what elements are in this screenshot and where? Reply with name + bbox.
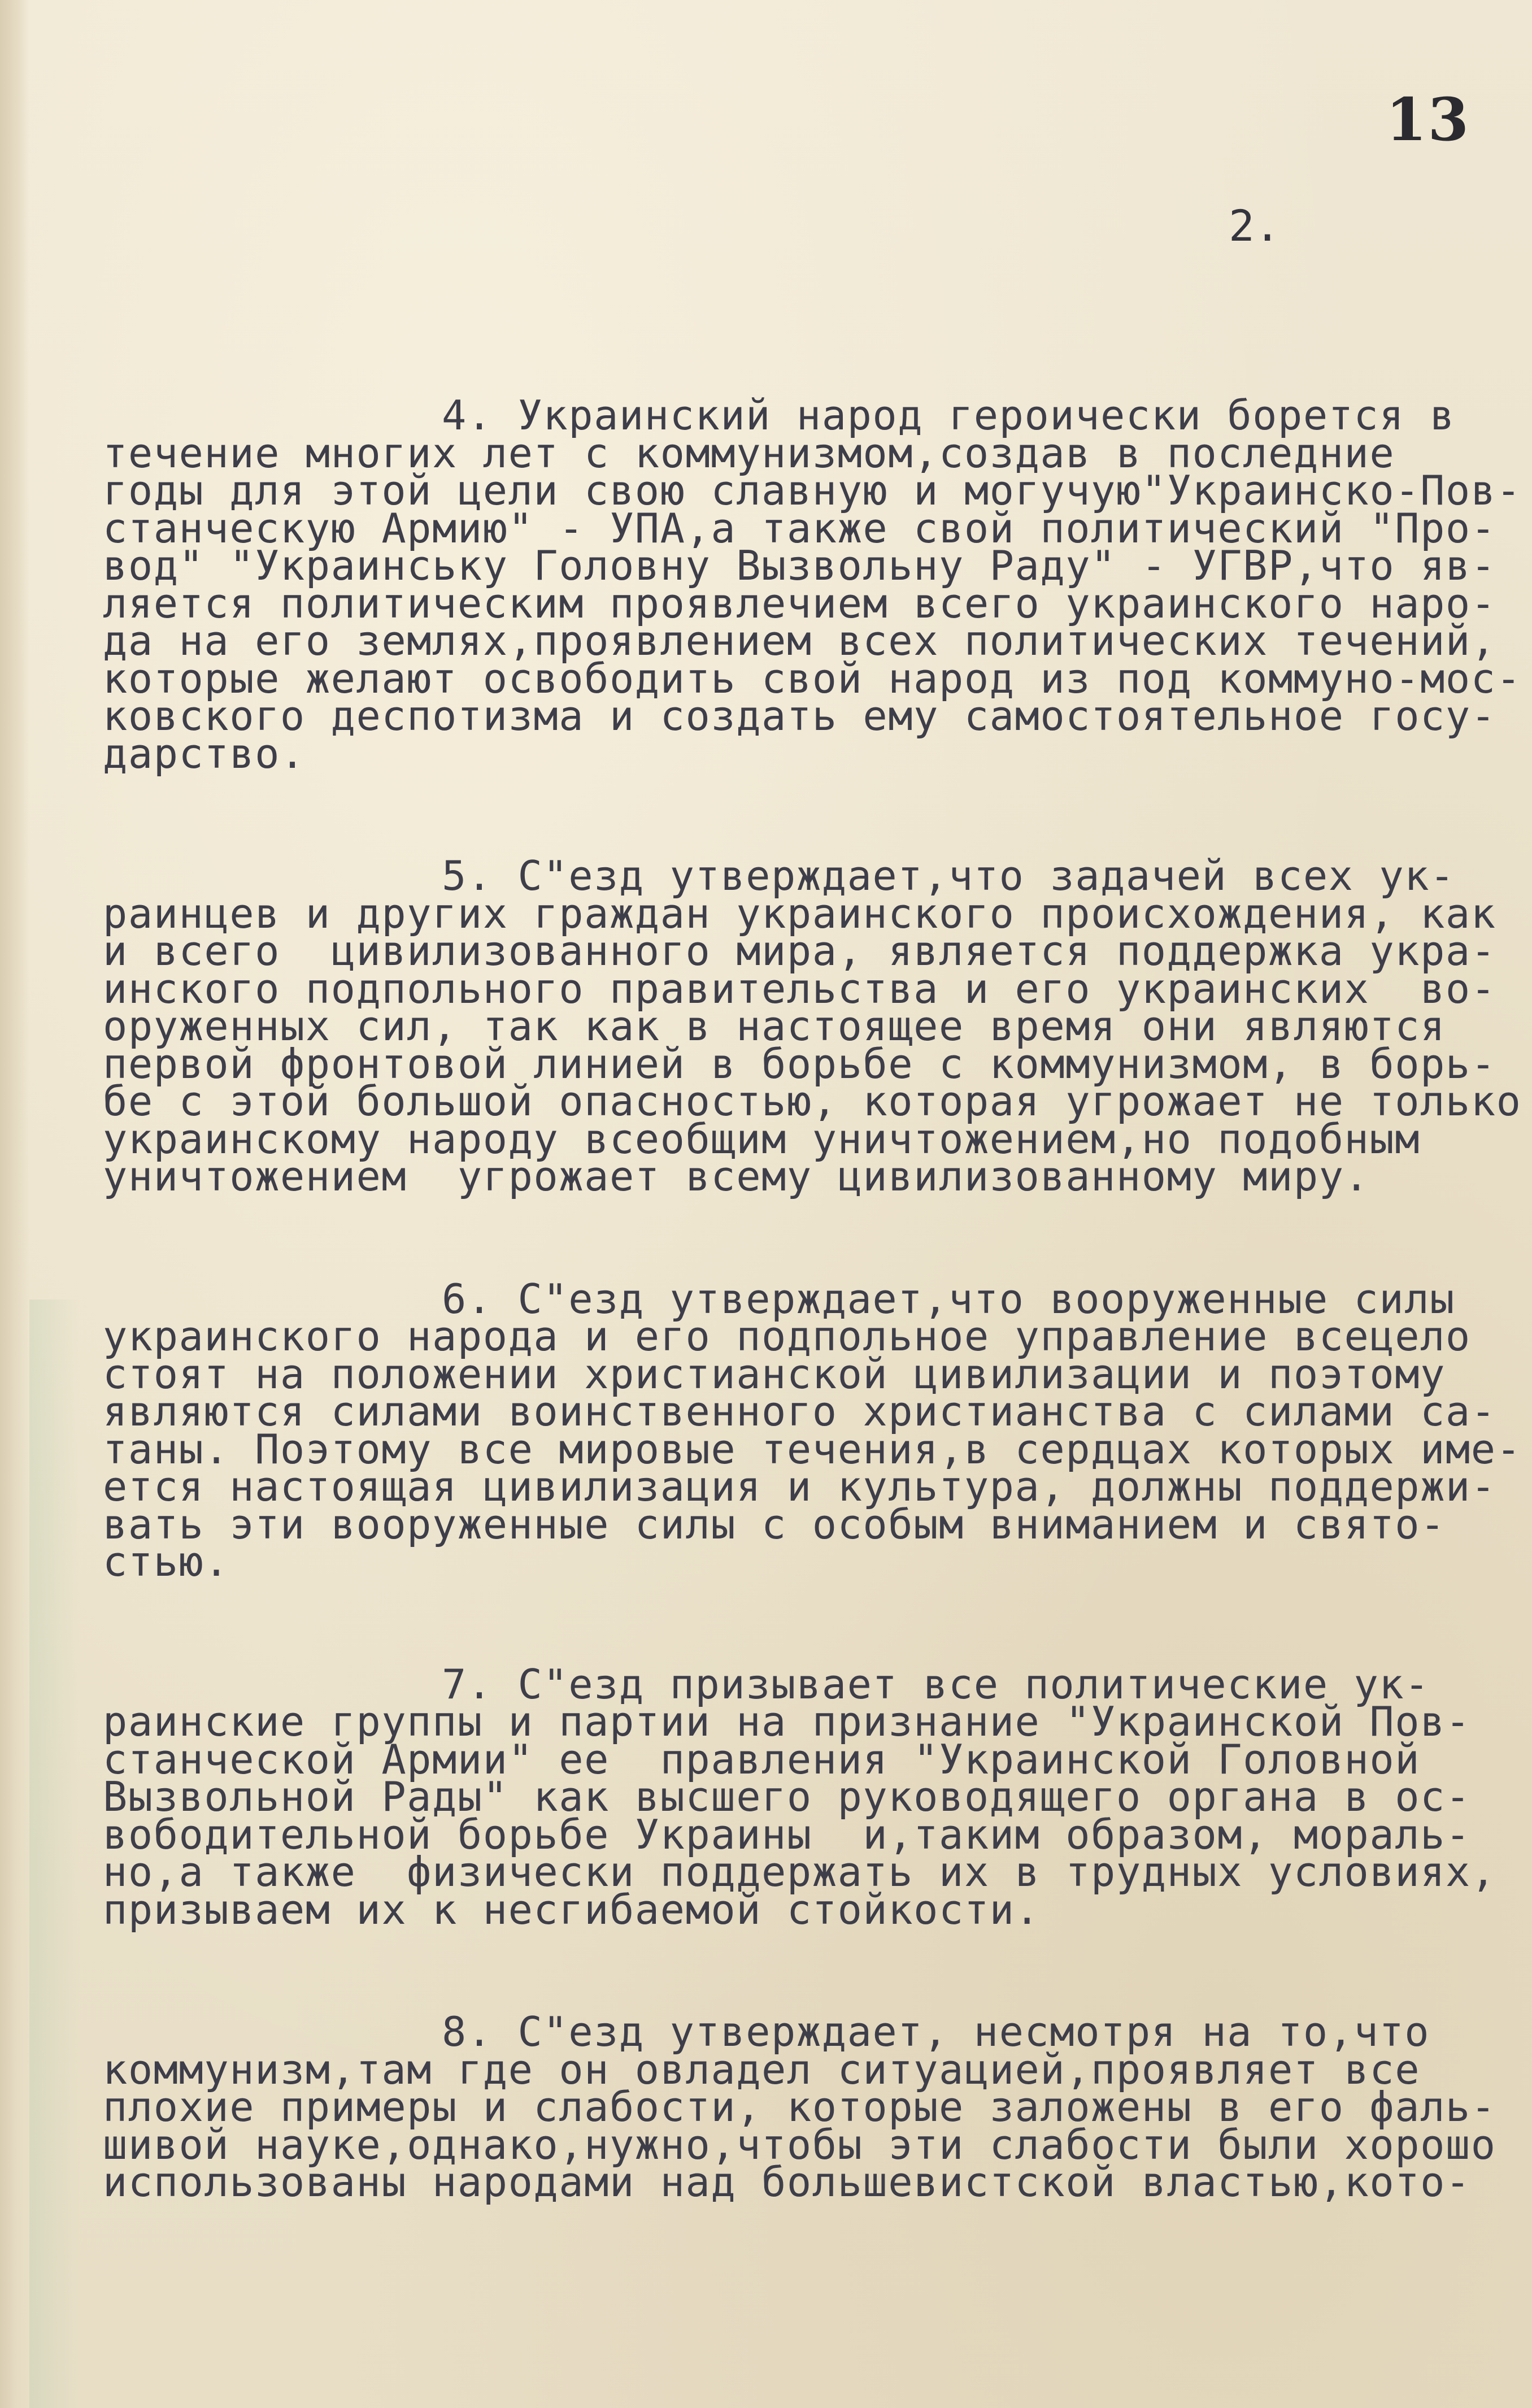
text-line: украинского народа и его подпольное управление всецело bbox=[103, 1312, 1471, 1360]
text-line: раинские группы и партии на признание "Украинской Пов- bbox=[103, 1698, 1471, 1745]
text-line: дарство. bbox=[103, 729, 306, 777]
text-line: которые желают освободить свой народ из под коммуно-мос- bbox=[103, 654, 1522, 702]
text-line: плохие примеры и слабости, которые заложены в его фаль- bbox=[103, 2083, 1496, 2131]
text-line: бе с этой большой опасностью, которая угрожает не только bbox=[103, 1077, 1522, 1125]
text-line: украинскому народу всеобщим уничтожением,но подобным bbox=[103, 1115, 1421, 1163]
document-body bbox=[103, 392, 1522, 2286]
text-line: уничтожением угрожает всему цивилизованному миру. bbox=[103, 1153, 1370, 1200]
paper-stain bbox=[29, 1299, 80, 2408]
text-line: шивой науке,однако,нужно,чтобы эти слабости были хорошо bbox=[103, 2120, 1496, 2168]
text-line: годы для этой цели свою славную и могучую"Украинско-Пов- bbox=[103, 467, 1522, 514]
text-line: раинцев и других граждан украинского происхождения, как bbox=[103, 889, 1496, 937]
text-line: 5. С"езд утверждает,что задачей всех ук- bbox=[442, 852, 1455, 899]
text-line: коммунизм,там где он овладел ситуацией,проявляет все bbox=[103, 2045, 1421, 2093]
text-line: ется настоящая цивилизация и культура, должны поддержи- bbox=[103, 1463, 1496, 1510]
text-line: инского подпольного правительства и его украинских во- bbox=[103, 964, 1496, 1012]
text-line: станческую Армию" - УПА,а также свой политический "Про- bbox=[103, 504, 1496, 552]
text-line: являются силами воинственного христианства с силами са- bbox=[103, 1388, 1496, 1435]
text-line: 8. С"езд утверждает, несмотря на то,что bbox=[442, 2008, 1430, 2055]
text-line: первой фронтовой линией в борьбе с коммунизмом, в борь- bbox=[103, 1040, 1496, 1088]
text-line: стоят на положении христианской цивилизации и поэтому bbox=[103, 1350, 1446, 1398]
text-line: оруженных сил, так как в настоящее время они являются bbox=[103, 1002, 1446, 1050]
text-line: но,а также физически поддержать их в трудных условиях, bbox=[103, 1848, 1496, 1896]
text-line: 6. С"езд утверждает,что вооруженные силы bbox=[442, 1275, 1455, 1323]
paper-left-edge bbox=[0, 0, 29, 2408]
text-line: станческой Армии" ее правления "Украинской Головной bbox=[103, 1735, 1421, 1783]
text-line: стью. bbox=[103, 1538, 230, 1585]
text-line: вать эти вооруженные силы с особым вниманием и свято- bbox=[103, 1500, 1446, 1548]
text-line: течение многих лет с коммунизмом,создав в последние bbox=[103, 429, 1395, 477]
text-line: 7. С"езд призывает все политические ук- bbox=[442, 1660, 1430, 1708]
page-number: 2. bbox=[1229, 201, 1281, 251]
paragraph-6 bbox=[103, 1275, 1522, 1585]
paragraph-5 bbox=[103, 852, 1522, 1200]
text-line: ковского деспотизма и создать ему самостоятельное госу- bbox=[103, 692, 1496, 740]
text-line: призываем их к несгибаемой стойкости. bbox=[103, 1885, 1041, 1933]
paragraph-7 bbox=[103, 1660, 1515, 1933]
text-line: вободительной борьбе Украины и,таким образом, мораль- bbox=[103, 1810, 1471, 1858]
text-line: использованы народами над большевистской властью,кото- bbox=[103, 2158, 1471, 2206]
text-line: 4. Украинский народ героически борется в bbox=[442, 392, 1455, 439]
text-line: ляется политическим проявлечием всего украинского наро- bbox=[103, 579, 1496, 627]
paragraph-8 bbox=[103, 2008, 1515, 2206]
text-line: Вызвольной Рады" как высшего руководящего органа в ос- bbox=[103, 1773, 1471, 1820]
text-line: таны. Поэтому все мировые течения,в сердцах которых име- bbox=[103, 1425, 1522, 1473]
text-line: да на его землях,проявлением всех политических течений, bbox=[103, 617, 1496, 664]
text-line: и всего цивилизованного мира, является поддержка укра- bbox=[103, 927, 1496, 975]
text-line: вод" "Украинську Головну Вызвольну Раду" - УГВР,что яв- bbox=[103, 542, 1496, 589]
folio-number: 13 bbox=[1386, 85, 1470, 154]
paragraph-4 bbox=[103, 392, 1522, 777]
